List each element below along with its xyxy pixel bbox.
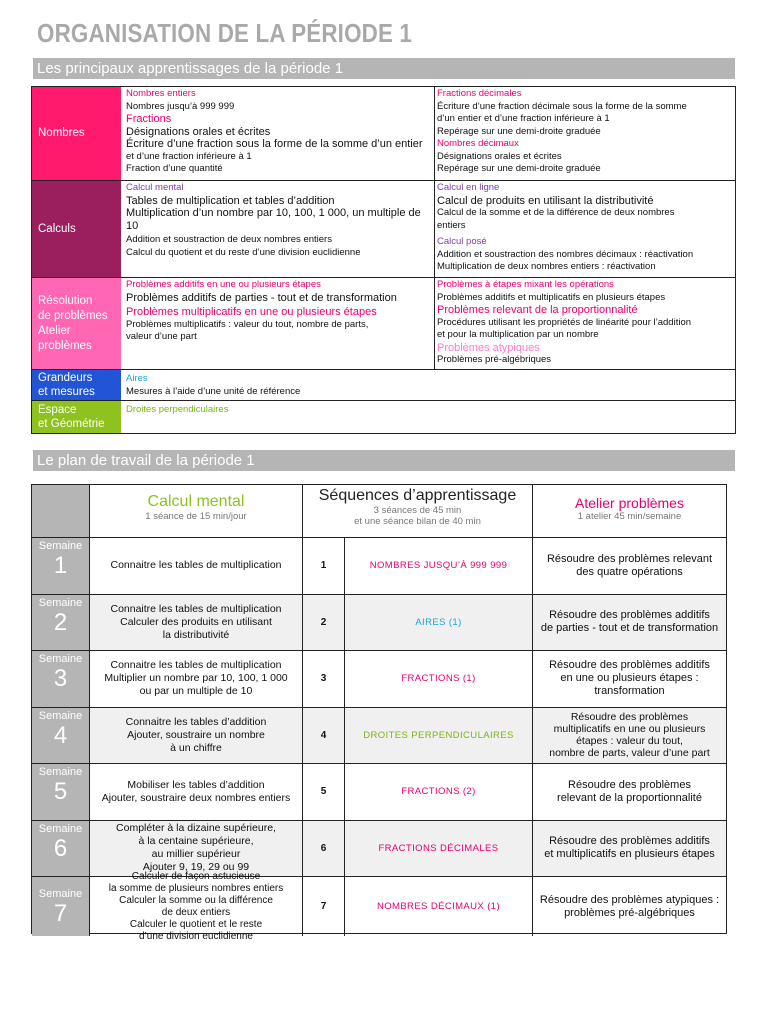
item-text: valeur d’une part: [126, 331, 197, 342]
item-text: Problèmes additifs de parties - tout et de transformation: [126, 291, 397, 304]
category-line: Atelier: [38, 324, 71, 337]
item-text: Addition et soustraction des nombres décimaux : réactivation: [437, 248, 694, 260]
sequence-number: 5: [303, 764, 345, 820]
calcul-mental-cell: [90, 870, 303, 942]
item-text: Fraction d’une quantité: [126, 163, 223, 174]
row-nombres: [32, 87, 735, 181]
sequence-title: DROITES PERPENDICULAIRES: [345, 708, 533, 764]
atelier-cell: [533, 538, 726, 594]
week-row: [32, 870, 726, 942]
item-text: Écriture d’une fraction sous la forme de la somme d’un entier: [126, 138, 423, 150]
subheading: Problèmes atypiques: [437, 341, 540, 354]
item-text: entiers: [437, 219, 466, 231]
calcul-mental-cell: [90, 708, 303, 764]
cell-line: étapes : valeur du tout,: [576, 735, 683, 748]
cell-line: au millier supérieur: [151, 848, 241, 861]
header-atelier: [533, 485, 726, 537]
category-resolution: [32, 278, 121, 369]
cell-line: Calculer le quotient et le reste: [129, 918, 263, 930]
sequence-title: NOMBRES DÉCIMAUX (1): [345, 877, 533, 936]
subheading: Problèmes à étapes mixant les opérations: [437, 279, 614, 290]
cell-line: la somme de plusieurs nombres entiers: [108, 882, 284, 894]
atelier-cell: [533, 651, 726, 707]
header-subtitle: 1 séance de 15 min/jour: [145, 511, 247, 522]
sequence-title: FRACTIONS DÉCIMALES: [345, 821, 533, 877]
category-calculs: Calculs: [32, 181, 121, 277]
item-text: Problèmes pré-algébriques: [437, 354, 552, 365]
header-subtitle: et une séance bilan de 40 min: [354, 516, 481, 527]
cell-line: Compléter à la dizaine supérieure,: [116, 822, 276, 835]
row-calculs: [32, 181, 735, 278]
sequence-number: 7: [303, 877, 345, 936]
header-subtitle: 3 séances de 45 min: [373, 505, 462, 516]
week-label: Semaine: [38, 709, 83, 722]
section-header-plan: Le plan de travail de la période 1: [33, 450, 735, 471]
espace-col-a: [126, 401, 466, 433]
item-text: Multiplication d’un nombre par 10, 100, 1 000, un multiple de: [126, 207, 421, 219]
nombres-col-a: [126, 87, 466, 180]
week-cell: [32, 595, 90, 651]
sequence-number: 6: [303, 821, 345, 877]
item-text: Désignations orales et écrites: [126, 125, 271, 138]
week-cell: [32, 877, 90, 936]
subheading: Fractions décimales: [437, 88, 522, 99]
category-line: problèmes: [38, 339, 92, 352]
resolution-col-b: [434, 278, 734, 369]
cell-line: la distributivité: [162, 628, 230, 641]
header-title: Atelier problèmes: [575, 495, 684, 511]
cell-line: multiplicatifs en une ou plusieurs: [553, 723, 706, 736]
atelier-cell: [533, 595, 726, 651]
atelier-cell: [533, 877, 726, 936]
resolution-col-a: [126, 278, 466, 369]
category-line: Grandeurs: [38, 372, 93, 384]
week-label: Semaine: [38, 888, 83, 900]
sequence-number: 3: [303, 651, 345, 707]
cell-line: de parties - tout et de transformation: [540, 622, 719, 635]
week-row: [32, 650, 726, 707]
week-label: Semaine: [38, 653, 83, 665]
header-title: Calcul mental: [147, 493, 245, 510]
subheading: Nombres décimaux: [437, 138, 519, 149]
category-line: de problèmes: [38, 309, 108, 322]
week-cell: [32, 538, 90, 594]
cell-line: Connaitre les tables de multiplication: [110, 559, 282, 572]
cell-line: Ajouter 9, 19, 29 ou 99: [142, 861, 250, 874]
item-text: Repérage sur une demi-droite graduée: [437, 163, 601, 174]
week-number: 3: [53, 665, 68, 692]
cell-line: Résoudre des problèmes additifs: [549, 609, 710, 622]
item-text: Calcul de produits en utilisant la distributivité: [437, 194, 654, 207]
cell-line: Résoudre des problèmes: [568, 778, 691, 791]
week-number: 4: [53, 721, 68, 749]
week-row: [32, 707, 726, 764]
atelier-cell: [533, 708, 726, 764]
subheading: Aires: [126, 373, 148, 384]
item-text: Mesures à l’aide d’une unité de référence: [126, 385, 301, 397]
week-number: 2: [53, 608, 68, 636]
cell-line: Mobiliser les tables d’addition: [127, 778, 265, 791]
cell-line: Ajouter, soustraire deux nombres entiers: [101, 791, 291, 804]
subheading: Calcul mental: [126, 182, 184, 193]
cell-line: Résoudre des problèmes atypiques :: [539, 893, 720, 906]
subheading: Calcul posé: [437, 236, 487, 247]
item-text: et d’une fraction inférieure à 1: [126, 150, 252, 162]
item-text: et pour la multiplication par un nombre: [437, 329, 599, 340]
category-grandeurs: [32, 370, 121, 400]
section-header-apprentissages: Les principaux apprentissages de la période 1: [33, 58, 735, 79]
header-title: Séquences d’apprentissage: [318, 487, 517, 504]
cell-line: d’une division euclidienne: [139, 930, 253, 942]
item-text: Calcul de la somme et de la différence de deux nombres: [437, 207, 675, 218]
week-label: Semaine: [38, 766, 83, 778]
week-label: Semaine: [38, 822, 83, 835]
cell-line: Calculer la somme ou la différence: [119, 894, 273, 906]
subheading: Problèmes relevant de la proportionnalité: [437, 304, 638, 316]
week-label: Semaine: [38, 596, 83, 609]
row-grandeurs: [32, 370, 735, 401]
cell-line: Résoudre des problèmes additifs: [549, 835, 710, 848]
category-line: et Géométrie: [38, 418, 105, 430]
item-text: Écriture d’une fraction décimale sous la forme de la somme: [437, 100, 687, 112]
cell-line: Calculer des produits en utilisant: [120, 615, 272, 628]
item-text: Problèmes additifs et multiplicatifs en plusieurs étapes: [437, 291, 666, 303]
category-nombres: Nombres: [32, 87, 121, 180]
category-line: et mesures: [38, 386, 95, 398]
item-text: Calcul du quotient et du reste d’une division euclidienne: [126, 246, 361, 258]
calcul-mental-cell: [90, 764, 303, 820]
cell-line: de deux entiers: [161, 906, 231, 918]
sequence-number: 4: [303, 708, 345, 764]
cell-line: des quatre opérations: [576, 565, 683, 578]
item-text: Repérage sur une demi-droite graduée: [437, 125, 601, 137]
sequence-title: NOMBRES JUSQU’À 999 999: [345, 538, 533, 594]
apprentissages-table: [31, 86, 736, 434]
item-text: Addition et soustraction de deux nombres entiers: [126, 234, 332, 245]
week-cell: [32, 821, 90, 877]
category-line: Résolution: [38, 294, 93, 307]
row-resolution: [32, 278, 735, 370]
week-number: 6: [53, 834, 68, 862]
cell-line: transformation: [594, 685, 665, 698]
header-subtitle: 1 atelier 45 min/semaine: [577, 511, 682, 522]
atelier-cell: [533, 764, 726, 820]
cell-line: Connaitre les tables de multiplication: [110, 659, 282, 672]
header-sequences: [303, 485, 533, 537]
item-text: Procédures utilisant les propriétés de linéarité pour l’addition: [437, 316, 692, 328]
calcul-mental-cell: [90, 821, 303, 877]
item-text: d’un entier et d’une fraction inférieure à 1: [437, 113, 610, 124]
item-text: Problèmes multiplicatifs : valeur du tout, nombre de parts,: [126, 318, 369, 330]
category-line: Espace: [38, 404, 77, 416]
week-number: 1: [53, 552, 68, 579]
cell-line: Connaitre les tables de multiplication: [110, 602, 282, 615]
cell-line: Multiplier un nombre par 10, 100, 1 000: [104, 672, 288, 685]
cell-line: Ajouter, soustraire un nombre: [127, 728, 265, 741]
week-row: [32, 594, 726, 651]
subheading: Problèmes multiplicatifs en une ou plusieurs étapes: [126, 306, 377, 318]
grandeurs-col-a: [126, 370, 466, 400]
cell-line: Connaitre les tables d’addition: [125, 715, 267, 728]
subheading: Fractions: [126, 113, 172, 125]
cell-line: à un chiffre: [170, 741, 222, 754]
calcul-mental-cell: [90, 595, 303, 651]
subheading: Nombres entiers: [126, 88, 196, 99]
week-cell: [32, 708, 90, 764]
row-espace: [32, 401, 735, 433]
calcul-mental-cell: [90, 651, 303, 707]
calculs-col-a: [126, 181, 466, 277]
plan-table: [31, 484, 727, 942]
week-cell: [32, 764, 90, 820]
cell-line: Résoudre des problèmes: [570, 711, 689, 724]
cell-line: Résoudre des problèmes additifs: [549, 659, 710, 672]
item-text: 10: [126, 219, 139, 232]
category-espace: [32, 401, 121, 433]
cell-line: relevant de la proportionnalité: [557, 791, 702, 804]
week-label: Semaine: [38, 540, 83, 552]
sequence-number: 2: [303, 595, 345, 651]
subheading: Problèmes additifs en une ou plusieurs étapes: [126, 279, 321, 290]
header-calcul-mental: [90, 485, 303, 537]
item-text: Désignations orales et écrites: [437, 150, 562, 162]
page-title: ORGANISATION DE LA PÉRIODE 1: [37, 18, 413, 48]
item-text: Tables de multiplication et tables d’addition: [126, 194, 335, 207]
calcul-mental-cell: [90, 538, 303, 594]
cell-line: problèmes pré-algébriques: [564, 906, 695, 919]
week-cell: [32, 651, 90, 707]
header-corner: [32, 485, 90, 537]
sequence-title: FRACTIONS (1): [345, 651, 533, 707]
cell-line: ou par un multiple de 10: [139, 685, 253, 698]
week-row: [32, 763, 726, 820]
sequence-number: 1: [303, 538, 345, 594]
cell-line: Calculer de façon astucieuse: [131, 870, 261, 882]
subheading: Calcul en ligne: [437, 182, 500, 193]
sequence-title: FRACTIONS (2): [345, 764, 533, 820]
atelier-cell: [533, 821, 726, 877]
item-text: Multiplication de deux nombres entiers : réactivation: [437, 261, 656, 272]
week-row: [32, 820, 726, 877]
week-number: 5: [53, 778, 68, 805]
calculs-col-b: [434, 181, 734, 277]
cell-line: à la centaine supérieure,: [138, 835, 254, 848]
cell-line: et multiplicatifs en plusieurs étapes: [544, 848, 715, 861]
cell-line: Résoudre des problèmes relevant: [546, 552, 713, 565]
subheading: Droites perpendiculaires: [126, 404, 229, 415]
sequence-title: AIRES (1): [345, 595, 533, 651]
nombres-col-b: [434, 87, 734, 180]
item-text: Nombres jusqu’à 999 999: [126, 100, 235, 112]
cell-line: nombre de parts, valeur d’une part: [549, 747, 710, 760]
week-number: 7: [53, 900, 68, 927]
cell-line: en une ou plusieurs étapes :: [560, 672, 699, 685]
week-row: [32, 537, 726, 594]
